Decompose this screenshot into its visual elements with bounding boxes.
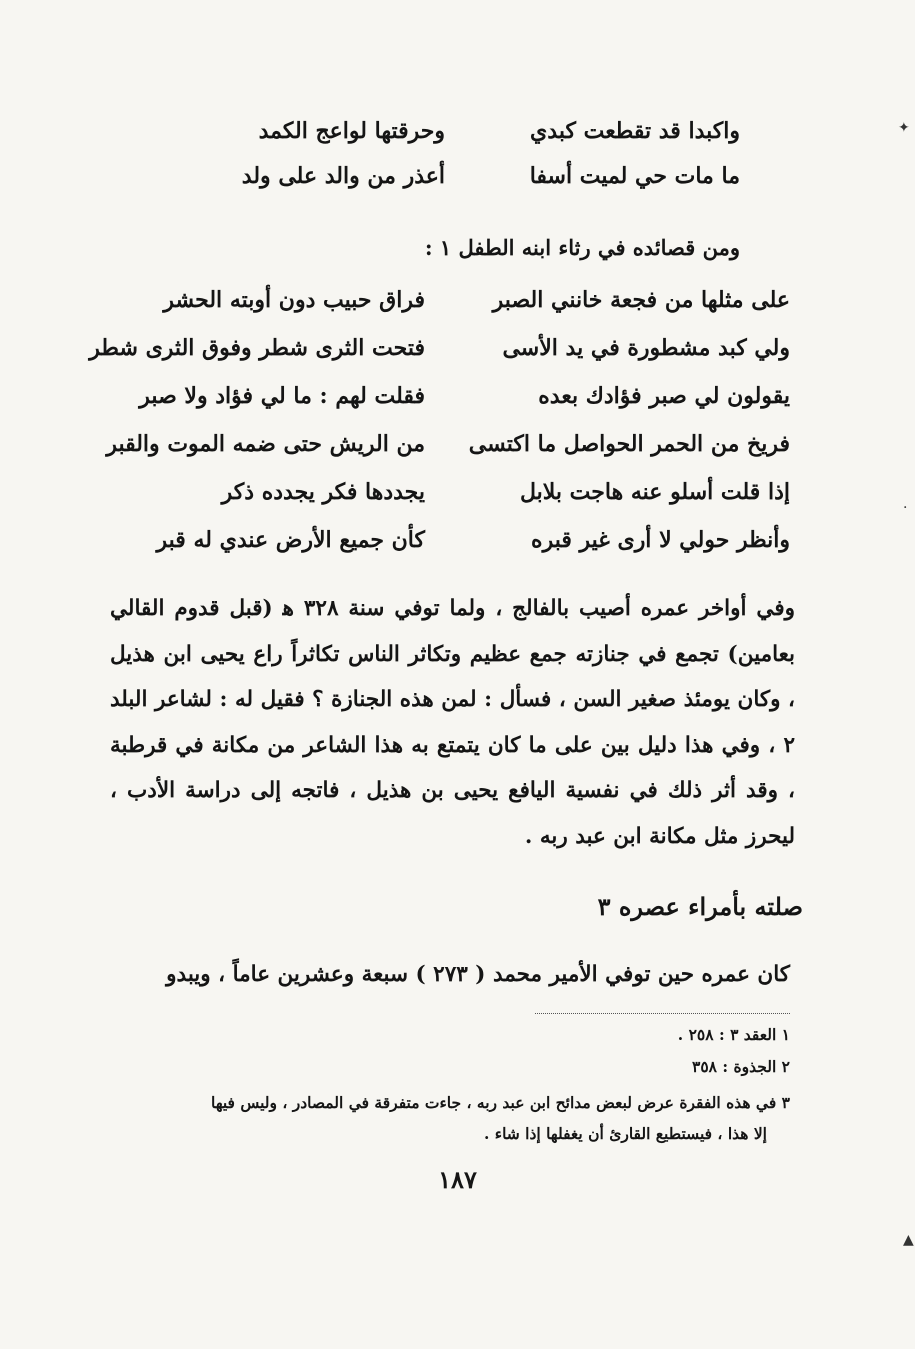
margin-mark: ▲ [903,1232,914,1248]
footnote-3-continued: إلا هذا ، فيستطيع القارئ أن يغفلها إذا شاء . [483,1124,767,1143]
elegy-verse-1-second: فراق حبيب دون أوبته الحشر [163,287,425,313]
paragraph-death-text: وفي أواخر عمره أصيب بالفالج ، ولما توفي سنة ٣٢٨ ﻫ (قبل قدوم القالي بعامين) تجمع في جنازته جمع عظيم وتكاثر الناس تكاثراً راع يحيى ابن هذيل ، وكان يومئذ صغير السن ، فسأل : لمن هذه الجنازة ؟ فقيل له : لشاعر البلد ٢ ، وفي هذا دليل بين على ما كان يتمتع به هذا الشاعر من مكانة في قرطبة ، وقد أثر ذلك في نفسية اليافع يحيى بن هذيل ، فاتجه إلى دراسة الأدب ، ليحرز مثل مكانة ابن عبد ربه . [110,596,795,849]
elegy-verse-4-second: من الريش حتى ضمه الموت والقبر [106,431,425,457]
page-number: ١٨٧ [438,1165,477,1194]
opening-verse-2-first: ما مات حي لميت أسفا [529,163,740,189]
elegy-verse-4-first: فريخ من الحمر الحواصل ما اكتسى [468,431,790,457]
elegy-intro: ومن قصائده في رثاء ابنه الطفل ١ : [424,235,740,260]
section-heading: صلته بأمراء عصره ٣ [597,892,803,921]
elegy-verse-5-second: يجددها فكر يجدده ذكر [221,479,425,505]
elegy-verse-6-second: كأن جميع الأرض عندي له قبر [156,527,425,553]
paragraph-relations: كان عمره حين توفي الأمير محمد ( ٢٧٣ ) سبعة وعشرين عاماً ، ويبدو [166,962,790,987]
elegy-verse-5-first: إذا قلت أسلو عنه هاجت بلابل [519,479,790,505]
footnote-1: ١ العقد ٣ : ٢٥٨ . [677,1025,790,1044]
margin-mark: ✦ [898,120,910,136]
elegy-verse-2-second: فتحت الثرى شطر وفوق الثرى شطر [89,335,425,361]
elegy-verse-1-first: على مثلها من فجعة خانني الصبر [492,287,790,313]
footnote-rule [535,1013,790,1014]
footnote-3: ٣ في هذه الفقرة عرض لبعض مدائح ابن عبد ربه ، جاءت متفرقة في المصادر ، وليس فيها [210,1093,790,1112]
opening-verse-2-second: أعذر من والد على ولد [241,163,445,189]
opening-verse-1-first: واكبدا قد تقطعت كبدي [530,118,740,144]
paragraph-death [110,586,795,859]
elegy-verse-3-first: يقولون لي صبر فؤادك بعده [538,383,790,409]
opening-verse-1-second: وحرقتها لواعج الكمد [258,118,445,144]
footnote-2: ٢ الجذوة : ٣٥٨ [692,1057,790,1076]
margin-mark: · [903,500,908,516]
elegy-verse-3-second: فقلت لهم : ما لي فؤاد ولا صبر [139,383,425,409]
elegy-verse-6-first: وأنظر حولي لا أرى غير قبره [531,527,790,553]
elegy-verse-2-first: ولي كبد مشطورة في يد الأسى [502,335,790,361]
